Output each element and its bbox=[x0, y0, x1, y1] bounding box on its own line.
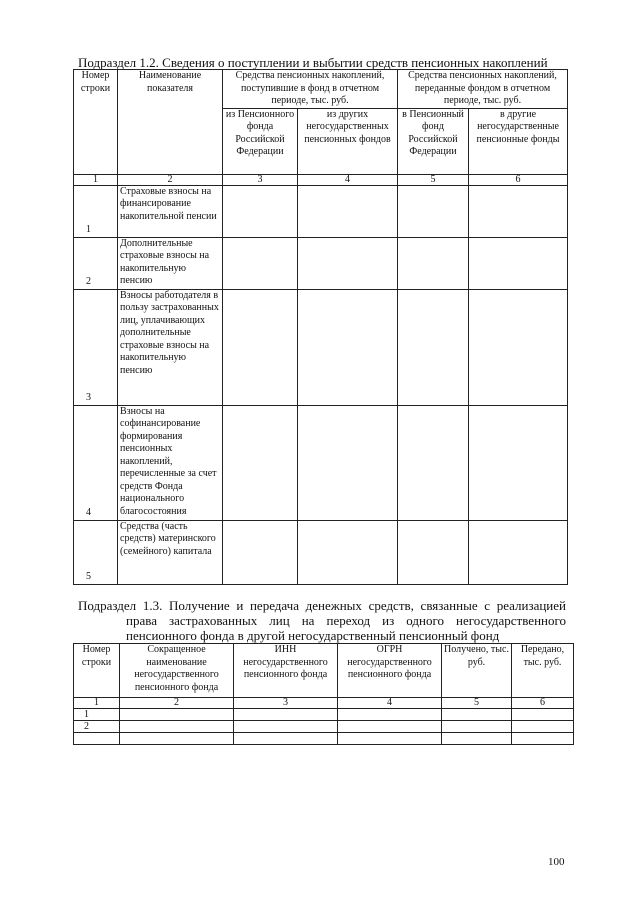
header-to-pfr: в Пенсионный фонд Российской Федерации bbox=[398, 108, 469, 174]
subsection-1-3-title-line: Подраздел 1.3. Получение и передача денежных средств, связанные с реализацией bbox=[78, 598, 566, 613]
data-cell[interactable] bbox=[398, 185, 469, 237]
column-number: 2 bbox=[118, 174, 223, 185]
data-cell[interactable] bbox=[234, 721, 338, 733]
data-cell[interactable] bbox=[234, 709, 338, 721]
pension-savings-flow-table bbox=[73, 69, 568, 585]
header-row-no: Номер строки bbox=[74, 644, 120, 698]
column-number: 3 bbox=[223, 174, 298, 185]
data-cell[interactable] bbox=[398, 405, 469, 520]
data-cell[interactable] bbox=[120, 709, 234, 721]
data-cell[interactable] bbox=[512, 733, 574, 745]
header-indicator: Наименование показателя bbox=[118, 70, 223, 175]
row-indicator-name: Взносы на софинансирование формирования пенсионных накоплений, перечисленные за счет средств Фонда национального благосостояния bbox=[118, 405, 223, 520]
data-cell[interactable] bbox=[298, 520, 398, 584]
header-transferred: Передано, тыс. руб. bbox=[512, 644, 574, 698]
header-from-pfr: из Пенсионного фонда Российской Федерации bbox=[223, 108, 298, 174]
data-cell[interactable] bbox=[442, 709, 512, 721]
header-received-group: Средства пенсионных накоплений, поступившие в фонд в отчетном периоде, тыс. руб. bbox=[223, 70, 398, 109]
data-cell[interactable] bbox=[512, 721, 574, 733]
column-number: 2 bbox=[120, 698, 234, 709]
column-number: 1 bbox=[74, 698, 120, 709]
row-number: 1 bbox=[74, 709, 120, 721]
row-number: 3 bbox=[74, 289, 118, 405]
column-number: 3 bbox=[234, 698, 338, 709]
subsection-1-3-title-line: права застрахованных лиц на переход из одного негосударственного bbox=[126, 613, 566, 628]
column-number: 6 bbox=[469, 174, 568, 185]
data-cell[interactable] bbox=[398, 289, 469, 405]
data-cell[interactable] bbox=[398, 520, 469, 584]
header-transferred-group: Средства пенсионных накоплений, переданные фондом в отчетном периоде, тыс. руб. bbox=[398, 70, 568, 109]
row-number: 5 bbox=[74, 520, 118, 584]
npf-transfer-table bbox=[73, 643, 574, 745]
header-ogrn: ОГРН негосударственного пенсионного фонда bbox=[338, 644, 442, 698]
data-cell[interactable] bbox=[469, 185, 568, 237]
data-cell[interactable] bbox=[223, 405, 298, 520]
column-number: 5 bbox=[398, 174, 469, 185]
subsection-1-3-title-line: пенсионного фонда в другой негосударственный пенсионный фонд bbox=[126, 628, 500, 643]
row-number: 1 bbox=[74, 185, 118, 237]
subsection-1-3-title bbox=[78, 598, 566, 643]
header-short-name: Сокращенное наименование негосударственного пенсионного фонда bbox=[120, 644, 234, 698]
row-indicator-name: Дополнительные страховые взносы на накопительную пенсию bbox=[118, 237, 223, 289]
data-cell[interactable] bbox=[120, 721, 234, 733]
data-cell[interactable] bbox=[338, 709, 442, 721]
column-number: 6 bbox=[512, 698, 574, 709]
table-row bbox=[74, 721, 574, 733]
data-cell[interactable] bbox=[120, 733, 234, 745]
data-cell[interactable] bbox=[234, 733, 338, 745]
row-number: 4 bbox=[74, 405, 118, 520]
data-cell[interactable] bbox=[469, 237, 568, 289]
data-cell[interactable] bbox=[338, 733, 442, 745]
header-to-npf: в другие негосударственные пенсионные фонды bbox=[469, 108, 568, 174]
data-cell[interactable] bbox=[512, 709, 574, 721]
data-cell[interactable] bbox=[298, 405, 398, 520]
column-number: 5 bbox=[442, 698, 512, 709]
column-number: 4 bbox=[298, 174, 398, 185]
row-indicator-name: Средства (часть средств) материнского (семейного) капитала bbox=[118, 520, 223, 584]
data-cell[interactable] bbox=[298, 185, 398, 237]
row-number bbox=[74, 733, 120, 745]
row-indicator-name: Взносы работодателя в пользу застрахованных лиц, уплачивающих дополнительные страховые взносы на накопительную пенсию bbox=[118, 289, 223, 405]
row-indicator-name: Страховые взносы на финансирование накопительной пенсии bbox=[118, 185, 223, 237]
table-row bbox=[74, 405, 568, 520]
column-number: 1 bbox=[74, 174, 118, 185]
header-from-npf: из других негосударственных пенсионных фондов bbox=[298, 108, 398, 174]
data-cell[interactable] bbox=[223, 185, 298, 237]
data-cell[interactable] bbox=[223, 237, 298, 289]
header-inn: ИНН негосударственного пенсионного фонда bbox=[234, 644, 338, 698]
data-cell[interactable] bbox=[442, 721, 512, 733]
data-cell[interactable] bbox=[469, 405, 568, 520]
data-cell[interactable] bbox=[223, 289, 298, 405]
subsection-1-2-title: Подраздел 1.2. Сведения о поступлении и выбытии средств пенсионных накоплений bbox=[78, 55, 548, 70]
table-row bbox=[74, 185, 568, 237]
data-cell[interactable] bbox=[298, 237, 398, 289]
header-row-no: Номер строки bbox=[74, 70, 118, 175]
row-number: 2 bbox=[74, 721, 120, 733]
data-cell[interactable] bbox=[469, 520, 568, 584]
table-row bbox=[74, 237, 568, 289]
data-cell[interactable] bbox=[442, 733, 512, 745]
data-cell[interactable] bbox=[398, 237, 469, 289]
page-number: 100 bbox=[548, 856, 565, 868]
header-received: Получено, тыс. руб. bbox=[442, 644, 512, 698]
data-cell[interactable] bbox=[469, 289, 568, 405]
table-row bbox=[74, 733, 574, 745]
table-row bbox=[74, 520, 568, 584]
data-cell[interactable] bbox=[338, 721, 442, 733]
data-cell[interactable] bbox=[223, 520, 298, 584]
row-number: 2 bbox=[74, 237, 118, 289]
column-number: 4 bbox=[338, 698, 442, 709]
data-cell[interactable] bbox=[298, 289, 398, 405]
table-row bbox=[74, 289, 568, 405]
table-row bbox=[74, 709, 574, 721]
